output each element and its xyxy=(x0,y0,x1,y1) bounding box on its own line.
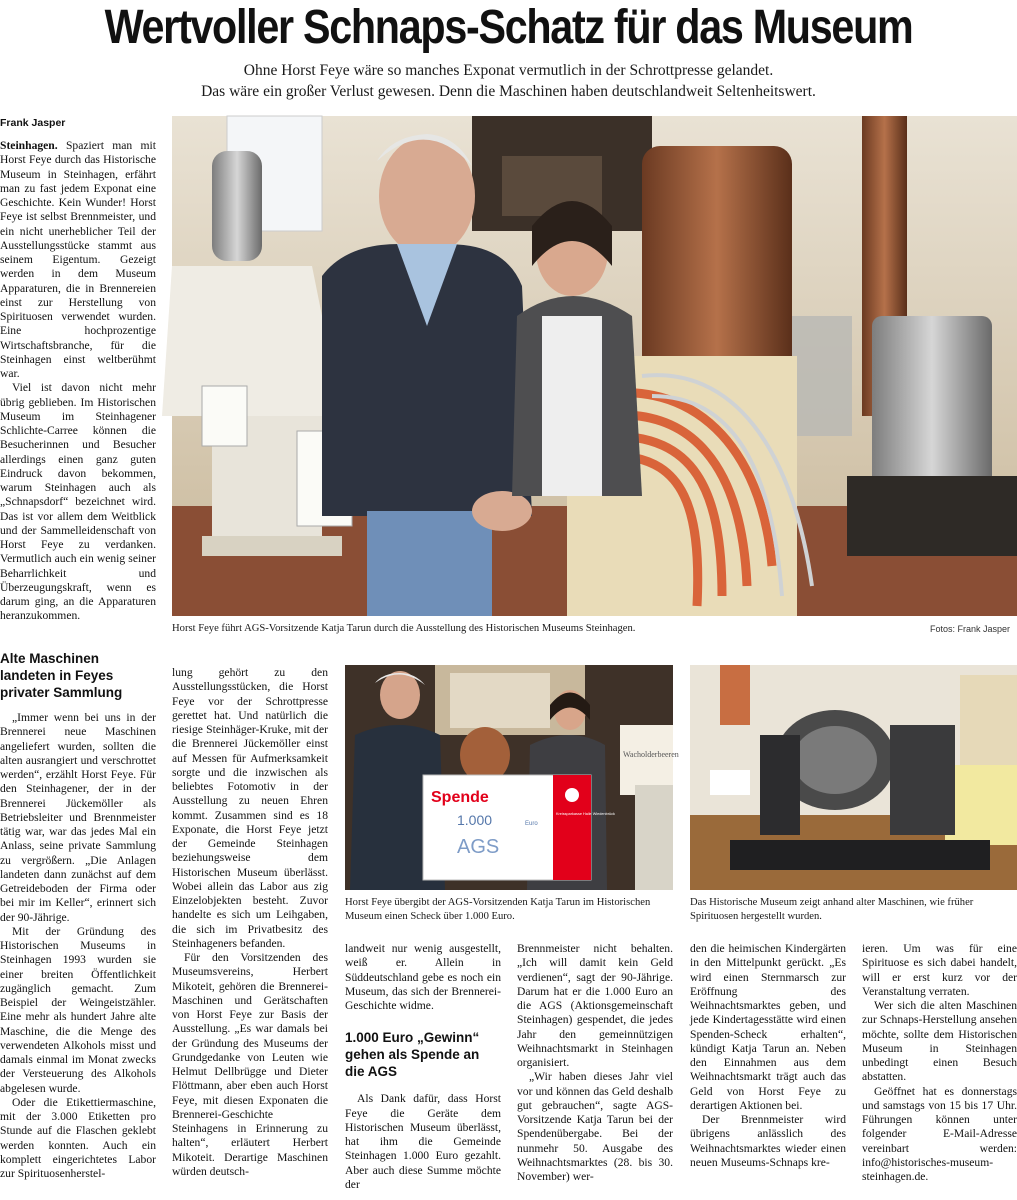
paragraph: Geöffnet hat es donnerstags und samstags von 15 bis 17 Uhr. Führungen können unter folgender E-Mail-Adresse vereinbart werden: info@historisches-museum-steinhagen.de. xyxy=(862,1084,1017,1183)
paragraph: landweit nur wenig ausgestellt, weiß er. Allein in Süddeutschland gebe es noch ein Museum, das sich der Brennerei-Geschichte widme. xyxy=(345,942,501,1012)
article-column-6 xyxy=(862,942,1017,1184)
paragraph: Mit der Gründung des Historischen Museums in Steinhagen 1993 wurden sie einer breiten Öffentlichkeit zugänglich gemacht. Zum Beispiel der Weingeistzähler. Eine mehr als hundert Jahre alte Maschine, die die Menge des verwendeten Alkohols misst und damals einmal im Monat zwecks der Versteuerung des Alkohols abgelesen wurde. xyxy=(0,924,156,1095)
donation-sign-amount: 1.000 xyxy=(457,812,493,828)
paragraph: lung gehört zu den Ausstellungsstücken, die Horst Feye vor der Schrottpresse gerettet hat. Und natürlich die riesige Steinhäger-Kruke, mit der die Brennerei Jückemöller einst auf Messen für Aufmerksamkeit sorgte und die inzwischen als beliebtes Fotomotiv in der Ausstellung zu neuen Ehren kommt. Zusammen sind es 18 Exponate, die Horst Feye jetzt der Gemeinde Steinhagen beziehungsweise dem Historischen Museum überlässt. Wobei allein das Labor aus zig Einzelobjekten besteht. Zuvor handelte es sich um Leihgaben, die sich im Privatbesitz des Steinhageners befanden. xyxy=(172,666,328,950)
donation-sign-recipient: AGS xyxy=(457,836,500,858)
article-column-5 xyxy=(690,942,846,1170)
subheadline-line-1: Ohne Horst Feye wäre so manches Exponat vermutlich in der Schrottpresse gelandet. xyxy=(243,62,774,79)
donation-sign xyxy=(423,775,615,880)
paragraph: den die heimischen Kindergärten in den Mittelpunkt gerückt. „Es wird einen Sternmarsch zur Eröffnung des Weihnachtsmarktes geben, und jede Kindertagesstätte wird einen Spenden-Scheck erhalten“, kündigt Katja Tarun an. Neben den Einnahmen aus dem Weihnachtsmarkt trägt auch das Geld von Horst Feye zu derartigen Aktionen bei. xyxy=(690,942,846,1112)
donation-sign-title: Spende xyxy=(431,789,489,806)
wall-sign-text: Wacholderbeeren xyxy=(623,750,679,759)
photo-credit: Fotos: Frank Jasper xyxy=(930,624,1011,634)
paragraph: „Immer wenn bei uns in der Brennerei neue Maschinen angeliefert wurden, sollten die alten ausrangiert und verschrottet werden“, erzählt Horst Feye. Für den Steinhagener, der in der Brennerei Jückemöller als Betriebsleiter und Brennmeister tätig war, war das jedes Mal ein Anlass, seine private Sammlung zu vergrößern. „Die Anlagen landeten dann zunächst auf dem Getreideboden der Firma oder bei mir im Keller“, erinnert sich der 90-Jährige. xyxy=(0,711,156,924)
article-column-3 xyxy=(345,942,501,1192)
headline: Wertvoller Schnaps-Schatz für das Museum xyxy=(104,1,913,54)
donation-sign-currency: Euro xyxy=(525,821,538,827)
author-byline: Frank Jasper xyxy=(0,117,66,129)
paragraph: ieren. Um was für eine Spirituose es sich dabei handelt, will er erst kurz vor der Veranstaltung verraten. xyxy=(862,942,1017,998)
paragraph: Oder die Etikettiermaschine, mit der 3.000 Etiketten pro Stunde auf die Flaschen geklebt werden konnten. Auch ein komplett eingerichtetes Labor zur Spirituosenherstel- xyxy=(0,1095,156,1180)
cheque-photo-caption: Horst Feye übergibt der AGS-Vorsitzenden Katja Tarun im Historischen Museum einen Scheck über 1.000 Euro. xyxy=(345,897,651,922)
main-photo-caption: Horst Feye führt AGS-Vorsitzende Katja Tarun durch die Ausstellung des Historischen Museums Steinhagen. xyxy=(172,623,636,634)
paragraph: Spaziert man mit Horst Feye durch das Historische Museum in Steinhagen, erfährt man zu fast jedem Exponat eine Geschichte. Kein Wunder! Horst Feye ist selbst Brennmeister, und ein nicht unerheblicher Teil der Ausstellungsstücke stammt aus seinem Eigentum. Gezeigt werden in dem Museum Apparaturen, die in Brennereien einst zur Herstellung von Spirituosen verwendet wurden. Eine hochprozentige Wirtschaftsbranche, für die Steinhagen einst weltberühmt war. xyxy=(0,139,156,380)
section-subhead: 1.000 Euro „Gewinn“ gehen als Spende an die AGS xyxy=(345,1030,480,1080)
paragraph: Viel ist davon nicht mehr übrig geblieben. Im Historischen Museum im Steinhagener Schlichte-Carree können die Besucherinnen und Besucher allerdings einen ganz guten Eindruck davon bekommen, warum Steinhagen auch als „Schnapsdorf“ bezeichnet wird. Das ist vor allem dem Weitblick und der Sammelleidenschaft von Horst Feye zu verdanken. Vermutlich auch ein wenig seiner Beharrlichkeit und Überzeugungskraft, wenn es darum ging, an die Apparaturen heranzukommen. xyxy=(0,381,156,623)
machine-photo xyxy=(690,665,1017,890)
article-column-section-1 xyxy=(0,650,156,1181)
article-column-1 xyxy=(0,139,156,624)
subheadline-line-2: Das wäre ein großer Verlust gewesen. Denn die Maschinen haben deutschlandweit Seltenheitswert. xyxy=(201,83,816,100)
article-column-2 xyxy=(172,666,328,1179)
article-column-4 xyxy=(517,942,673,1184)
paragraph: Der Brennmeister wird übrigens anlässlich des Weihnachtsmarktes wieder einen neuen Museums-Schnaps kre- xyxy=(690,1113,846,1169)
cheque-photo xyxy=(345,665,679,890)
section-subhead: Alte Maschinen landeten in Feyes privater Sammlung xyxy=(0,651,123,700)
paragraph: Wer sich die alten Maschinen zur Schnaps-Herstellung ansehen möchte, sollte dem Historischen Museum in Steinhagen unbedingt einen Besuch abstatten. xyxy=(862,999,1017,1084)
machine-photo-caption: Das Historische Museum zeigt anhand alter Maschinen, wie früher Spirituosen hergestellt wurden. xyxy=(690,897,974,922)
paragraph: Brennmeister nicht behalten. „Ich will damit kein Geld verdienen“, sagt der 90-Jährige. Darum hat er die 1.000 Euro an die AGS (Aktionsgemeinschaft Steinhagen) gespendet, die jedes Jahr den gemeinnützigen Weihnachtsmarkt in Steinhagen organisiert. xyxy=(517,942,673,1069)
dateline: Steinhagen. xyxy=(0,139,58,152)
bank-name: Kreissparkasse Halle Wiedenbrück xyxy=(556,812,615,816)
paragraph: Als Dank dafür, dass Horst Feye die Geräte dem Historischen Museum überlässt, hat ihm die Gemeinde Steinhagen 1.000 Euro gezahlt. Aber auch diese Summe möchte der xyxy=(345,1092,501,1191)
paragraph: „Wir haben dieses Jahr viel vor und können das Geld deshalb gut gebrauchen“, sagte AGS-Vorsitzende Katja Tarun bei der Spendenübergabe. Bei der nunmehr 50. Ausgabe des Weihnachtsmarktes (28. bis 30. November) wer- xyxy=(517,1070,673,1183)
main-photo xyxy=(172,116,1017,616)
sparkasse-logo-icon xyxy=(565,788,579,802)
paragraph: Für den Vorsitzenden des Museumsvereins, Herbert Mikoteit, gehören die Brennerei-Maschinen und Gerätschaften von Horst Feye zur Basis der Ausstellung. „Es war damals bei der Gründung des Museums der Grundgedanke von Leuten wie Helmut Dellbrügge und Dieter Flöttmann, aber eben auch Horst Feye, mit diesen Exponaten die Brennerei-Geschichte Steinhagens in Erinnerung zu halten“, erläutert Herbert Mikoteit. Derartige Maschinen würden deutsch- xyxy=(172,951,328,1178)
